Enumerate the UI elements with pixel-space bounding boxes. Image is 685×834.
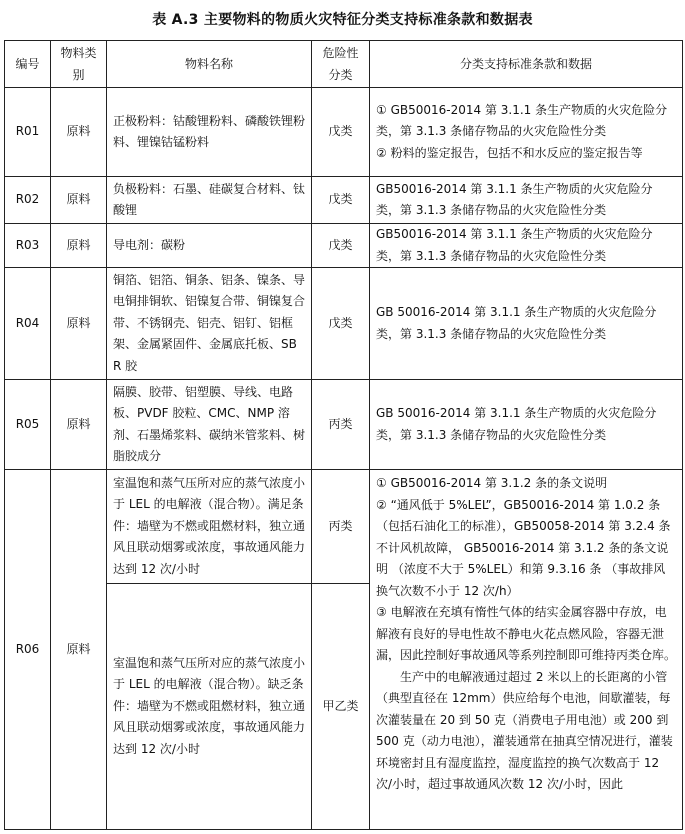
table-title: 表 A.3 主要物料的物质火灾特征分类支持标准条款和数据表 xyxy=(152,12,533,28)
row-hazard-class: 甲乙类 xyxy=(312,584,370,830)
row-hazard-class: 丙类 xyxy=(312,470,370,584)
standard-item: GB 50016-2014 第 3.1.1 条生产物质的火灾危险分类，第 3.1.3 条储存物品的火灾危险性分类 xyxy=(376,305,657,341)
row-hazard-class: 戊类 xyxy=(312,88,370,177)
standard-item: GB 50016-2014 第 3.1.1 条生产物质的火灾危险分类，第 3.1.3 条储存物品的火灾危险性分类 xyxy=(376,406,657,442)
row-category: 原料 xyxy=(51,268,107,380)
row-hazard-class: 戊类 xyxy=(312,224,370,268)
row-material-name: 正极粉料：钴酸锂粉料、磷酸铁锂粉料、锂镍钴锰粉料 xyxy=(107,88,312,177)
row-id: R06 xyxy=(5,470,51,830)
row-standard xyxy=(370,224,683,268)
row-category: 原料 xyxy=(51,177,107,224)
standard-item: 生产中的电解液通过超过 2 米以上的长距离的小管（典型直径在 12mm）供应给每个电池，间歇灌装，每次灌装量在 20 到 50 克（消费电子用电池）或 200 到 500 克（动力电池），灌装通常在抽真空情况进行，灌装环境密封且有湿度监控，湿度监控的换气次数高于 12 次/小时，超过事故通风次数 12 次/小时，因此 xyxy=(376,669,673,791)
row-standard xyxy=(370,380,683,470)
row-hazard-class: 丙类 xyxy=(312,380,370,470)
table-row xyxy=(5,380,683,470)
standard-item: ② “通风低于 5%LEL”，GB50016-2014 第 1.0.2 条（包括石油化工的标准），GB50058-2014 第 3.2.4 条不计风机故障， GB50016-2014 第 3.1.2 条的条文说明 （浓度不大于 5%LEL）和第 9.3.16 条 （事故排风换气次数不小于 12 次/h） xyxy=(376,497,671,598)
standard-item: ① GB50016-2014 第 3.1.1 条生产物质的火灾危险分类，第 3.1.3 条储存物品的火灾危险性分类 xyxy=(376,102,668,139)
table-row xyxy=(5,224,683,268)
row-material-name: 室温饱和蒸气压所对应的蒸气浓度小于 LEL 的电解液（混合物）。满足条件：墙壁为不燃或阻燃材料，独立通风且联动烟雾或浓度，事故通风能力达到 12 次/小时 xyxy=(107,470,312,584)
table-row xyxy=(5,470,683,584)
row-category: 原料 xyxy=(51,470,107,830)
row-hazard-class: 戊类 xyxy=(312,268,370,380)
row-standard xyxy=(370,88,683,177)
table-header-row xyxy=(5,41,683,88)
row-category: 原料 xyxy=(51,380,107,470)
row-standard xyxy=(370,470,683,830)
row-standard xyxy=(370,268,683,380)
standard-item: ③ 电解液在充填有惰性气体的结实金属容器中存放，电解液有良好的导电性故不静电火花点燃风险，容器无泄漏，因此控制好事故通风等系列控制即可维持丙类仓库。 xyxy=(376,605,677,662)
row-id: R02 xyxy=(5,177,51,224)
row-hazard-class: 戊类 xyxy=(312,177,370,224)
row-id: R03 xyxy=(5,224,51,268)
row-material-name: 室温饱和蒸气压所对应的蒸气浓度小于 LEL 的电解液（混合物）。缺乏条件：墙壁为不燃或阻燃材料，独立通风且联动烟雾或浓度，事故通风能力达到 12 次/小时 xyxy=(107,584,312,830)
row-id: R05 xyxy=(5,380,51,470)
row-material-name: 负极粉料：石墨、硅碳复合材料、钛酸锂 xyxy=(107,177,312,224)
row-category: 原料 xyxy=(51,88,107,177)
header-hazard: 危险性分类 xyxy=(312,41,370,88)
row-material-name: 导电剂：碳粉 xyxy=(107,224,312,268)
header-standard: 分类支持标准条款和数据 xyxy=(370,41,683,88)
row-id: R01 xyxy=(5,88,51,177)
table-row xyxy=(5,177,683,224)
row-material-name: 铜箔、铝箔、铜条、铝条、镍条、导电铜排铜软、铝镍复合带、铜镍复合带、不锈钢壳、铝壳、铝钉、铝框架、金属紧固件、金属底托板、SBR 胶 xyxy=(107,268,312,380)
row-id: R04 xyxy=(5,268,51,380)
standard-item: ① GB50016-2014 第 3.1.2 条的条文说明 xyxy=(376,476,608,490)
standard-item: GB50016-2014 第 3.1.1 条生产物质的火灾危险分类，第 3.1.3 条储存物品的火灾危险性分类 xyxy=(376,181,653,217)
standard-item: ② 粉料的鉴定报告，包括不和水反应的鉴定报告等 xyxy=(376,145,643,160)
material-classification-table xyxy=(4,40,683,830)
header-name: 物料名称 xyxy=(107,41,312,88)
table-row xyxy=(5,268,683,380)
header-category: 物料类别 xyxy=(51,41,107,88)
table-row xyxy=(5,88,683,177)
row-material-name: 隔膜、胶带、铝塑膜、导线、电路板、PVDF 胶粒、CMC、NMP 溶剂、石墨烯浆料、碳纳米管浆料、树脂胶成分 xyxy=(107,380,312,470)
standard-item: GB50016-2014 第 3.1.1 条生产物质的火灾危险分类，第 3.1.3 条储存物品的火灾危险性分类 xyxy=(376,227,653,263)
row-category: 原料 xyxy=(51,224,107,268)
header-id: 编号 xyxy=(5,41,51,88)
row-standard xyxy=(370,177,683,224)
